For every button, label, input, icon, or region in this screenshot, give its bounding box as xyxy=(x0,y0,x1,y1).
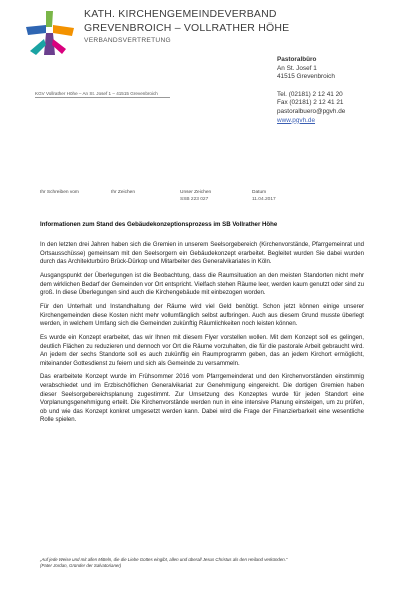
organization-header xyxy=(84,8,324,46)
office-city: 41515 Grevenbroich xyxy=(277,73,335,81)
office-fax: Fax (02181) 2 12 41 21 xyxy=(277,99,344,107)
body-paragraph: Ausgangspunkt der Überlegungen ist die Beobachtung, dass die Raumsituation an den meisten Standorten nicht mehr dem wirklichen Bedarf der Gemeinden vor Ort entspricht. Vielfach stehen Räume leer, werden kaum genutzt oder sind zu groß. In diese Überlegungen sind auch die Kirchengebäude mit einbezogen worden. xyxy=(40,272,364,297)
sender-address-line: KGV Vollrather Höhe – An St. Josef 1 – 41515 Grevenbroich xyxy=(35,91,158,96)
ref-date-value: 11.04.2017 xyxy=(252,197,276,202)
ref-date-label: Datum xyxy=(252,190,267,195)
ref-our-ref xyxy=(180,189,211,203)
body-paragraph: In den letzten drei Jahren haben sich die Gremien in unserem Seelsorgebereich (Kirchenvorstände, Pfarrgemeinrat und Ortsausschüsse) gemeinsam mit den Seelsorgern ein Gebäudekonzept erarbeitet. Begleitet wurden Sie dabei wurden durch das Architekturbüro Brück-Dürkop und Mitarbeiter des Generalvikariates in Köln. xyxy=(40,242,364,266)
office-phone: Tel. (02181) 2 12 41 20 xyxy=(277,90,343,98)
ref-your-letter-label: Ihr Schreiben vom xyxy=(40,190,79,195)
ref-our-ref-value: SSB 223 027 xyxy=(180,197,209,202)
ref-your-letter xyxy=(40,189,79,196)
footer-attribution: (Pater Jordan, Gründer der Salvatorianer) xyxy=(40,563,122,569)
letter-subject: Informationen zum Stand des Gebäudekonzeptionsprozess im SB Vollrather Höhe xyxy=(40,221,278,228)
sender-divider xyxy=(35,97,170,98)
footer-quote-text: „Auf jede Weise und mit allen Mitteln, die die Liebe Gottes eingibt, allen und überall Jesus Christus als den Heiland verkünden.“ xyxy=(40,557,288,562)
office-contact xyxy=(277,56,402,125)
body-paragraph: Es wurde ein Konzept erarbeitet, das wir Ihnen mit diesem Flyer vorstellen wollen. Mit dem Konzept soll es gelingen, deutlich Flächen zu reduzieren und dennoch vor Ort die Räume vorzuhalten, die für die pastorale Arbeit gebraucht wird. An jedem der sechs Standorte soll es auch zukünftig ein Raumprogramm geben, das an jedem Kirchort ermöglicht, miteinander Gottesdienst zu feiern und sich als Gemeinde zu versammeln. xyxy=(40,334,364,367)
letter-body xyxy=(40,241,364,430)
org-name: KATH. KIRCHENGEMEINDEVERBAND xyxy=(84,8,277,20)
footer-quote xyxy=(40,557,370,570)
parish-logo-icon xyxy=(22,9,78,59)
ref-your-ref xyxy=(111,189,135,196)
body-paragraph: Für den Unterhalt und Instandhaltung der Räume wird viel Geld benötigt. Schon jetzt können einige unserer Kirchengemeinden diese Kosten nicht mehr vollumfänglich selbst aufbringen. Auch aus diesem Grund musste überlegt werden, in welchem Umfang sich die Gemeinden zukünftig Räumlichkeiten noch leisten können. xyxy=(40,303,364,328)
ref-our-ref-label: Unser Zeichen xyxy=(180,190,212,195)
office-email: pastoralbuero@pgvh.de xyxy=(277,107,346,115)
ref-date xyxy=(252,189,276,203)
office-street: An St. Josef 1 xyxy=(277,64,317,72)
office-title: Pastoralbüro xyxy=(277,56,317,63)
org-subtitle: VERBANDSVERTRETUNG xyxy=(84,37,171,44)
office-website-link[interactable]: www.pgvh.de xyxy=(277,116,316,124)
ref-your-ref-label: Ihr Zeichen xyxy=(111,190,135,195)
body-paragraph: Das erarbeitete Konzept wurde im Frühsommer 2016 vom Pfarrgemeinderat und den Kirchenvorständen einstimmig verabschiedet und im Erzbischöflichen Generalvikariat zur Genehmigung eingereicht. Die dortigen Gremien haben dieser Seelsorgebereichsplanung zugestimmt. Zur Umsetzung des Konzeptes wurde für jeden Standort eine Vorplanungsgenehmigung erteilt. Die Kirchenvorstände werden nun in eine intensive Planung einsteigen, um zu prüfen, ob und wie das Konzept konkret umgesetzt werden kann. Dabei wird die Frage der Finanzierbarkeit eine wesentliche Rolle spielen. xyxy=(40,374,364,424)
org-region: GREVENBROICH – VOLLRATHER HÖHE xyxy=(84,22,290,34)
